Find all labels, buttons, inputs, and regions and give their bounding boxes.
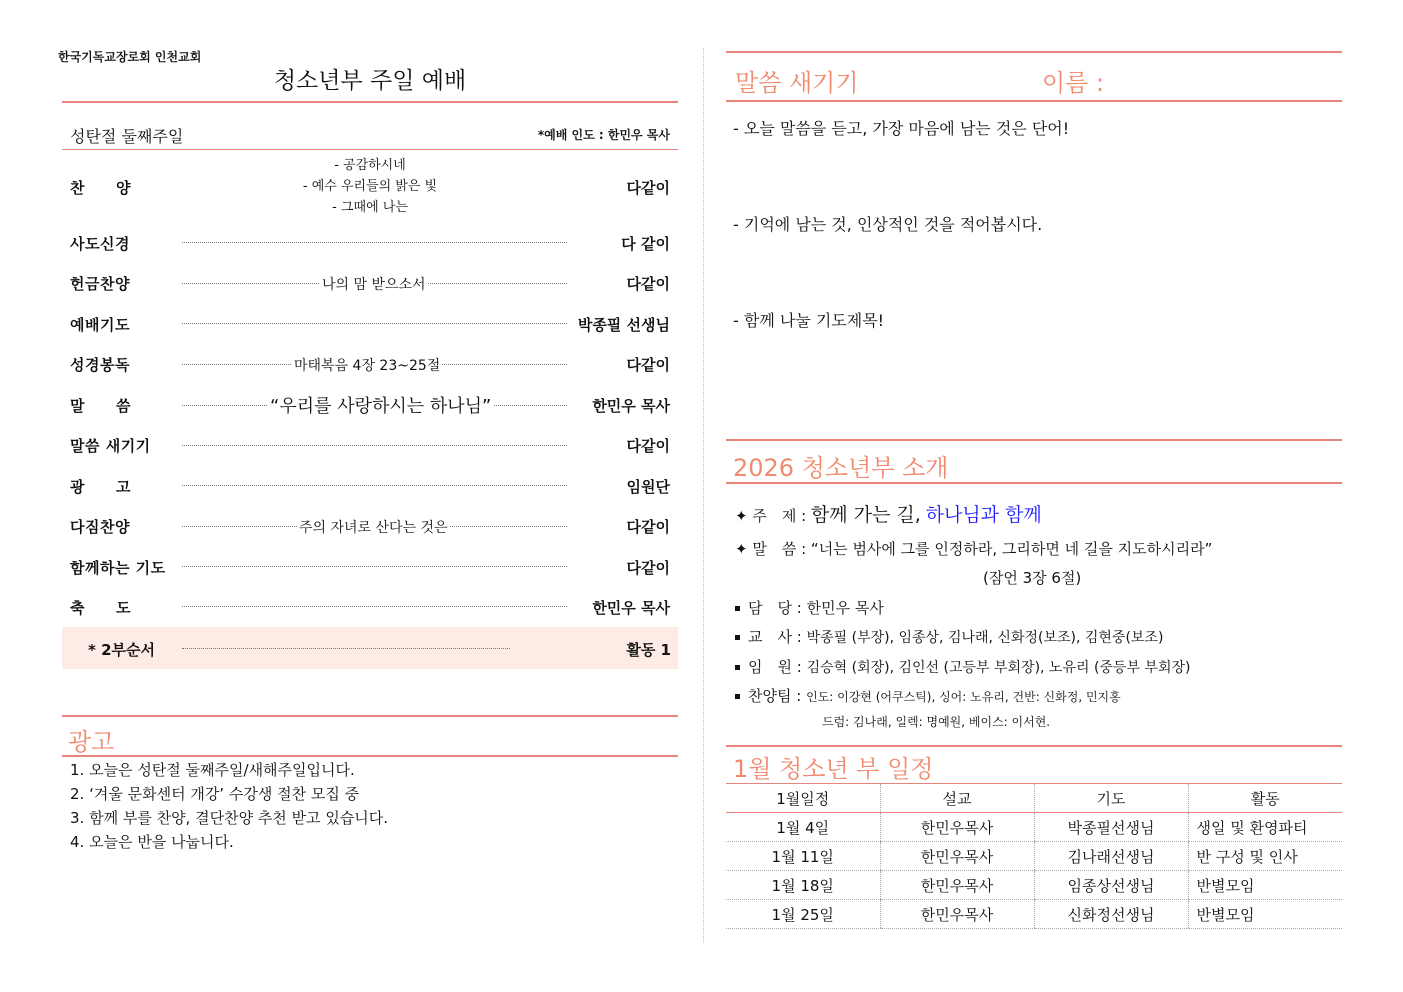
- second-part-label: * 2부순서: [88, 641, 155, 659]
- announcement-item: 3. 함께 부를 찬양, 결단찬양 추천 받고 있습니다.: [70, 809, 389, 827]
- staff-value: 한민우 목사: [806, 599, 884, 617]
- announcements-top-rule: [62, 715, 678, 717]
- staff-label: 교 사 :: [748, 628, 802, 646]
- row-middle: 나의 맘 받으소서: [320, 274, 428, 294]
- sermon-title: “우리를 사랑하시는 하나님”: [268, 392, 493, 418]
- title-rule: [62, 101, 678, 103]
- worship-team-line2: 드럼: 김나래, 일렉: 명예원, 베이스: 이서현.: [822, 715, 1051, 729]
- worship-team-label: 찬양팀 :: [748, 687, 802, 705]
- verse-text: “너는 범사에 그를 인정하라, 그리하면 네 길을 지도하시리라”: [810, 540, 1213, 558]
- staff-row-teachers: [735, 626, 1163, 647]
- second-part-right: 활동 1: [626, 641, 671, 659]
- row-label: 말씀 새기기: [70, 437, 151, 455]
- table-cell: 1월 18일: [726, 871, 880, 900]
- bullet-icon: [735, 665, 740, 670]
- reflection-title: 말씀 새기기: [735, 69, 859, 97]
- leader-dots: [182, 242, 567, 243]
- table-header-row: [726, 784, 1342, 813]
- table-cell: 1월 4일: [726, 813, 880, 842]
- leader-dots: [182, 566, 567, 567]
- worship-team-line1: 인도: 이강현 (어쿠스틱), 싱어: 노유리, 건반: 신화정, 민지홍: [806, 690, 1121, 704]
- table-cell: 박종필선생님: [1034, 813, 1188, 842]
- announcement-item: 1. 오늘은 성탄절 둘째주일/새해주일입니다.: [70, 761, 355, 779]
- table-cell: 반별모임: [1188, 871, 1342, 900]
- verse-reference: (잠언 3장 6절): [983, 569, 1082, 587]
- row-label: 함께하는 기도: [70, 559, 166, 577]
- hymn-list: [62, 155, 678, 218]
- row-right: 한민우 목사: [592, 599, 670, 617]
- schedule-title: 1월 청소년 부 일정: [733, 755, 934, 783]
- table-cell: 반 구성 및 인사: [1188, 842, 1342, 871]
- theme-label: ✦ 주 제 :: [735, 507, 807, 525]
- theme-highlight: 하나님과 함께: [925, 504, 1042, 526]
- verse-label: ✦ 말 씀 :: [735, 540, 807, 558]
- column-header: 설교: [880, 784, 1034, 813]
- hymn-item: - 예수 우리들의 밝은 빛: [302, 179, 438, 194]
- theme-text: 함께 가는 길,: [810, 504, 921, 526]
- leader-dots: [182, 648, 510, 649]
- table-cell: 김나래선생님: [1034, 842, 1188, 871]
- reflection-prompt: - 오늘 말씀을 듣고, 가장 마음에 남는 것은 단어!: [733, 119, 1070, 138]
- intro-rule: [726, 482, 1342, 484]
- column-header: 활동: [1188, 784, 1342, 813]
- church-name: 한국기독교장로회 인천교회: [58, 50, 202, 64]
- bullet-icon: [735, 694, 740, 699]
- row-middle: 주의 자녀로 산다는 것은: [297, 517, 450, 537]
- page-title: 청소년부 주일 예배: [273, 68, 467, 94]
- table-row: [726, 871, 1342, 900]
- table-cell: 반별모임: [1188, 900, 1342, 929]
- reflection-top-rule: [726, 51, 1342, 53]
- row-label: 사도신경: [70, 235, 130, 253]
- column-header: 기도: [1034, 784, 1188, 813]
- staff-value: 박종필 (부장), 임종상, 김나래, 신화정(보조), 김현중(보조): [806, 630, 1164, 646]
- row-right: 다같이: [626, 559, 670, 577]
- announcements-title: 광고: [68, 728, 115, 756]
- row-right: 다같이: [626, 275, 670, 293]
- occasion: 성탄절 둘째주일: [70, 127, 184, 146]
- row-label: 광 고: [70, 478, 131, 496]
- table-cell: 한민우목사: [880, 871, 1034, 900]
- row-label: 찬 양: [70, 179, 131, 197]
- leader-dots: [182, 445, 567, 446]
- bullet-icon: [735, 606, 740, 611]
- row-label: 헌금찬양: [70, 275, 130, 293]
- row-label: 예배기도: [70, 316, 130, 334]
- reflection-rule: [726, 100, 1342, 102]
- staff-label: 담 당 :: [748, 599, 802, 617]
- staff-value: 김승혁 (회장), 김인선 (고등부 부회장), 노유리 (중등부 부회장): [806, 660, 1191, 676]
- intro-top-rule: [726, 439, 1342, 441]
- second-part-row: [62, 627, 678, 669]
- row-right: 다같이: [626, 518, 670, 536]
- table-row: [726, 842, 1342, 871]
- worship-team-row: [735, 685, 1121, 706]
- table-cell: 1월 25일: [726, 900, 880, 929]
- table-row: [726, 900, 1342, 929]
- announcement-item: 2. ‘겨울 문화센터 개강’ 수강생 절찬 모집 중: [70, 785, 360, 803]
- row-right: 다같이: [626, 179, 670, 197]
- column-header: 1월일정: [726, 784, 880, 813]
- row-right: 다같이: [626, 437, 670, 455]
- row-right: 다같이: [626, 356, 670, 374]
- announcements-list: [70, 758, 388, 854]
- row-right: 박종필 선생님: [577, 316, 670, 334]
- intro-verse: [735, 538, 1212, 559]
- bullet-icon: [735, 635, 740, 640]
- leader-dots: [182, 606, 567, 607]
- table-cell: 임종상선생님: [1034, 871, 1188, 900]
- row-label: 말 씀: [70, 397, 131, 415]
- announcements-rule: [62, 755, 678, 757]
- hymn-item: - 공감하시네: [334, 158, 406, 173]
- intro-theme: [735, 500, 1042, 527]
- table-cell: 신화정선생님: [1034, 900, 1188, 929]
- name-label: 이름 :: [1042, 69, 1105, 97]
- column-divider: [703, 48, 704, 943]
- row-right: 다 같이: [621, 235, 670, 253]
- row-middle: 마태복음 4장 23~25절: [292, 355, 442, 375]
- table-row: [726, 813, 1342, 842]
- row-right: 임원단: [626, 478, 670, 496]
- table-cell: 한민우목사: [880, 842, 1034, 871]
- occasion-rule: [62, 149, 678, 150]
- schedule-top-rule: [726, 745, 1342, 747]
- row-label: 성경봉독: [70, 356, 130, 374]
- leader-dots: [182, 323, 567, 324]
- reflection-prompt: - 함께 나눌 기도제목!: [733, 311, 885, 330]
- staff-row-pastor: [735, 597, 884, 618]
- row-label: 축 도: [70, 599, 131, 617]
- service-leader: *예배 인도 : 한민우 목사: [537, 128, 670, 142]
- hymn-item: - 그때에 나는: [332, 200, 408, 215]
- announcement-item: 4. 오늘은 반을 나눕니다.: [70, 833, 234, 851]
- staff-row-officers: [735, 656, 1190, 677]
- staff-label: 임 원 :: [748, 658, 802, 676]
- leader-dots: [182, 485, 567, 486]
- table-cell: 1월 11일: [726, 842, 880, 871]
- table-cell: 한민우목사: [880, 900, 1034, 929]
- reflection-prompt: - 기억에 남는 것, 인상적인 것을 적어봅시다.: [733, 215, 1043, 234]
- intro-title: 2026 청소년부 소개: [733, 454, 949, 482]
- row-label: 다짐찬양: [70, 518, 130, 536]
- table-cell: 생일 및 환영파티: [1188, 813, 1342, 842]
- row-right: 한민우 목사: [592, 397, 670, 415]
- schedule-table: [726, 784, 1342, 929]
- table-cell: 한민우목사: [880, 813, 1034, 842]
